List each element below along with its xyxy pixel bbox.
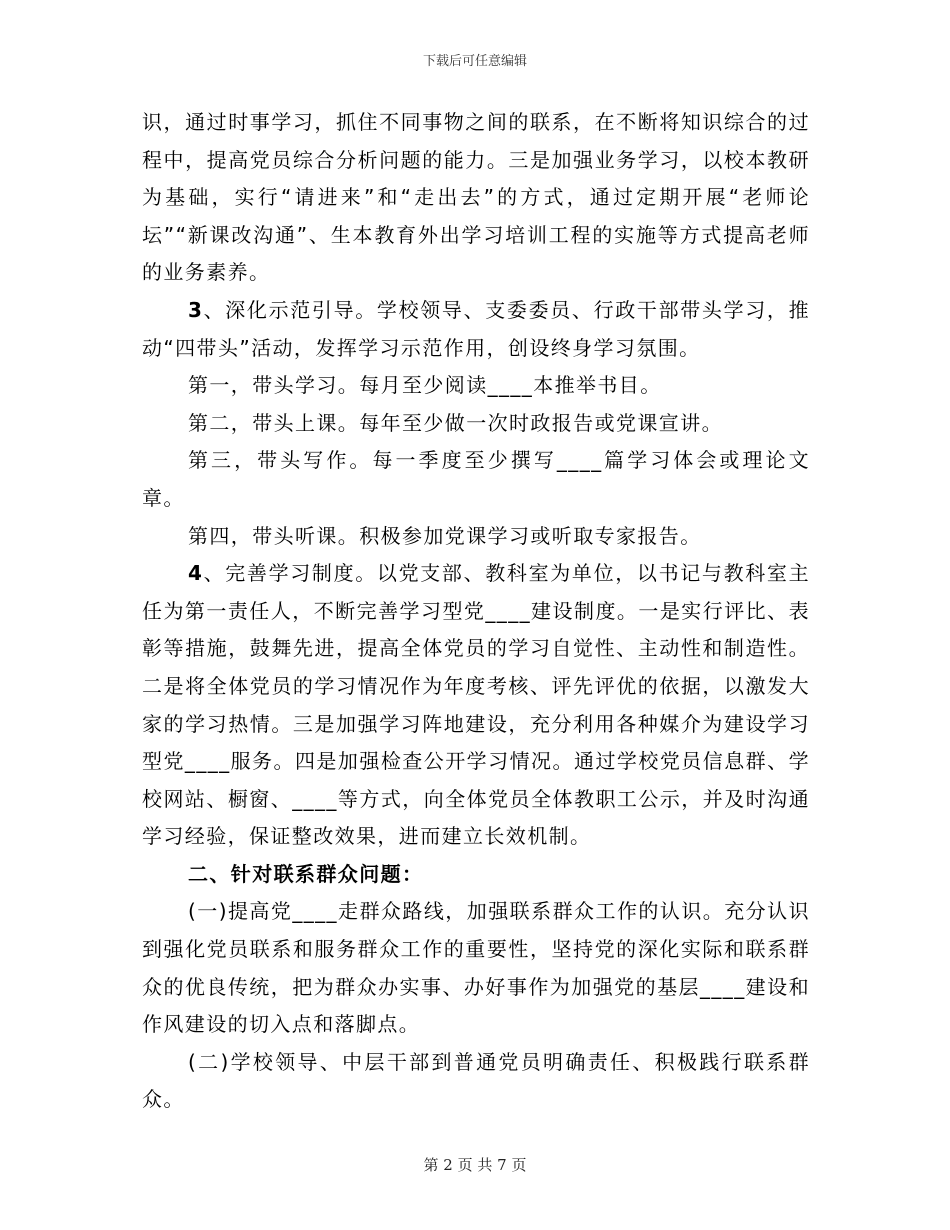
document-body xyxy=(142,104,810,1119)
paragraph-text: 第三，带头写作。每一季度至少撰写____篇学习体会或理论文章。 xyxy=(142,448,810,510)
paragraph-item-2 xyxy=(142,405,810,443)
paragraph-subsection-2 xyxy=(142,1044,810,1119)
page-number-footer: 第 2 页 共 7 页 xyxy=(423,1156,527,1174)
paragraph-text: 、深化示范引导。学校领导、支委委员、行政干部带头学习，推动“四带头”活动，发挥学习示范作用，创设终身学习氛围。 xyxy=(142,297,810,360)
paragraph-text: 第二，带头上课。每年至少做一次时政报告或党课宣讲。 xyxy=(188,410,723,435)
page-header: 下载后可任意编辑 xyxy=(422,54,527,69)
paragraph-text: 、完善学习制度。以党支部、教科室为单位，以书记与教科室主任为第一责任人，不断完善学习型党____建设制度。一是实行评比、表彰等措施，鼓舞先进，提高全体党员的学习自觉性、主动性和制造性。二是将全体党员的学习情况作为年度考核、评先评优的依据，以激发大家的学习热情。三是加强学习阵地建设，充分利用各种媒介为建设学习型党____服务。四是加强检查公开学习情况。通过学校党员信息群、学校网站、橱窗、____等方式，向全体党员全体教职工公示，并及时沟通学习经验，保证整改效果，进而建立长效机制。 xyxy=(142,561,810,849)
heading-text: 二、针对联系群众问题： xyxy=(188,861,424,886)
paragraph-section-3 xyxy=(142,292,810,367)
paragraph-item-3 xyxy=(142,442,810,517)
paragraph-text: 识，通过时事学习，抓住不同事物之间的联系，在不断将知识综合的过程中，提高党员综合分析问题的能力。三是加强业务学习，以校本教研为基础，实行“请进来”和“走出去”的方式，通过定期开展“老师论坛”“新课改沟通”、生本教育外出学习培训工程的实施等方式提高老师的业务素养。 xyxy=(142,110,810,285)
paragraph-text: (二)学校领导、中层干部到普通党员明确责任、积极践行联系群众。 xyxy=(142,1049,810,1112)
paragraph-text: (一)提高党____走群众路线，加强联系群众工作的认识。充分认识到强化党员联系和服务群众工作的重要性，坚持党的深化实际和联系群众的优良传统，把为群众办实事、办好事作为加强党的基层____建设和作风建设的切入点和落脚点。 xyxy=(142,899,810,1037)
paragraph-continued-study xyxy=(142,104,810,292)
paragraph-item-1 xyxy=(142,367,810,405)
paragraph-text: 第一，带头学习。每月至少阅读____本推举书目。 xyxy=(188,373,662,398)
paragraph-subsection-1 xyxy=(142,893,810,1043)
paragraph-section-4 xyxy=(142,555,810,856)
paragraph-text: 第四，带头听课。积极参加党课学习或听取专家报告。 xyxy=(188,523,702,548)
section-number: 4 xyxy=(188,561,204,586)
section-heading xyxy=(142,856,810,894)
section-number: 3 xyxy=(188,297,204,322)
paragraph-item-4 xyxy=(142,518,810,556)
